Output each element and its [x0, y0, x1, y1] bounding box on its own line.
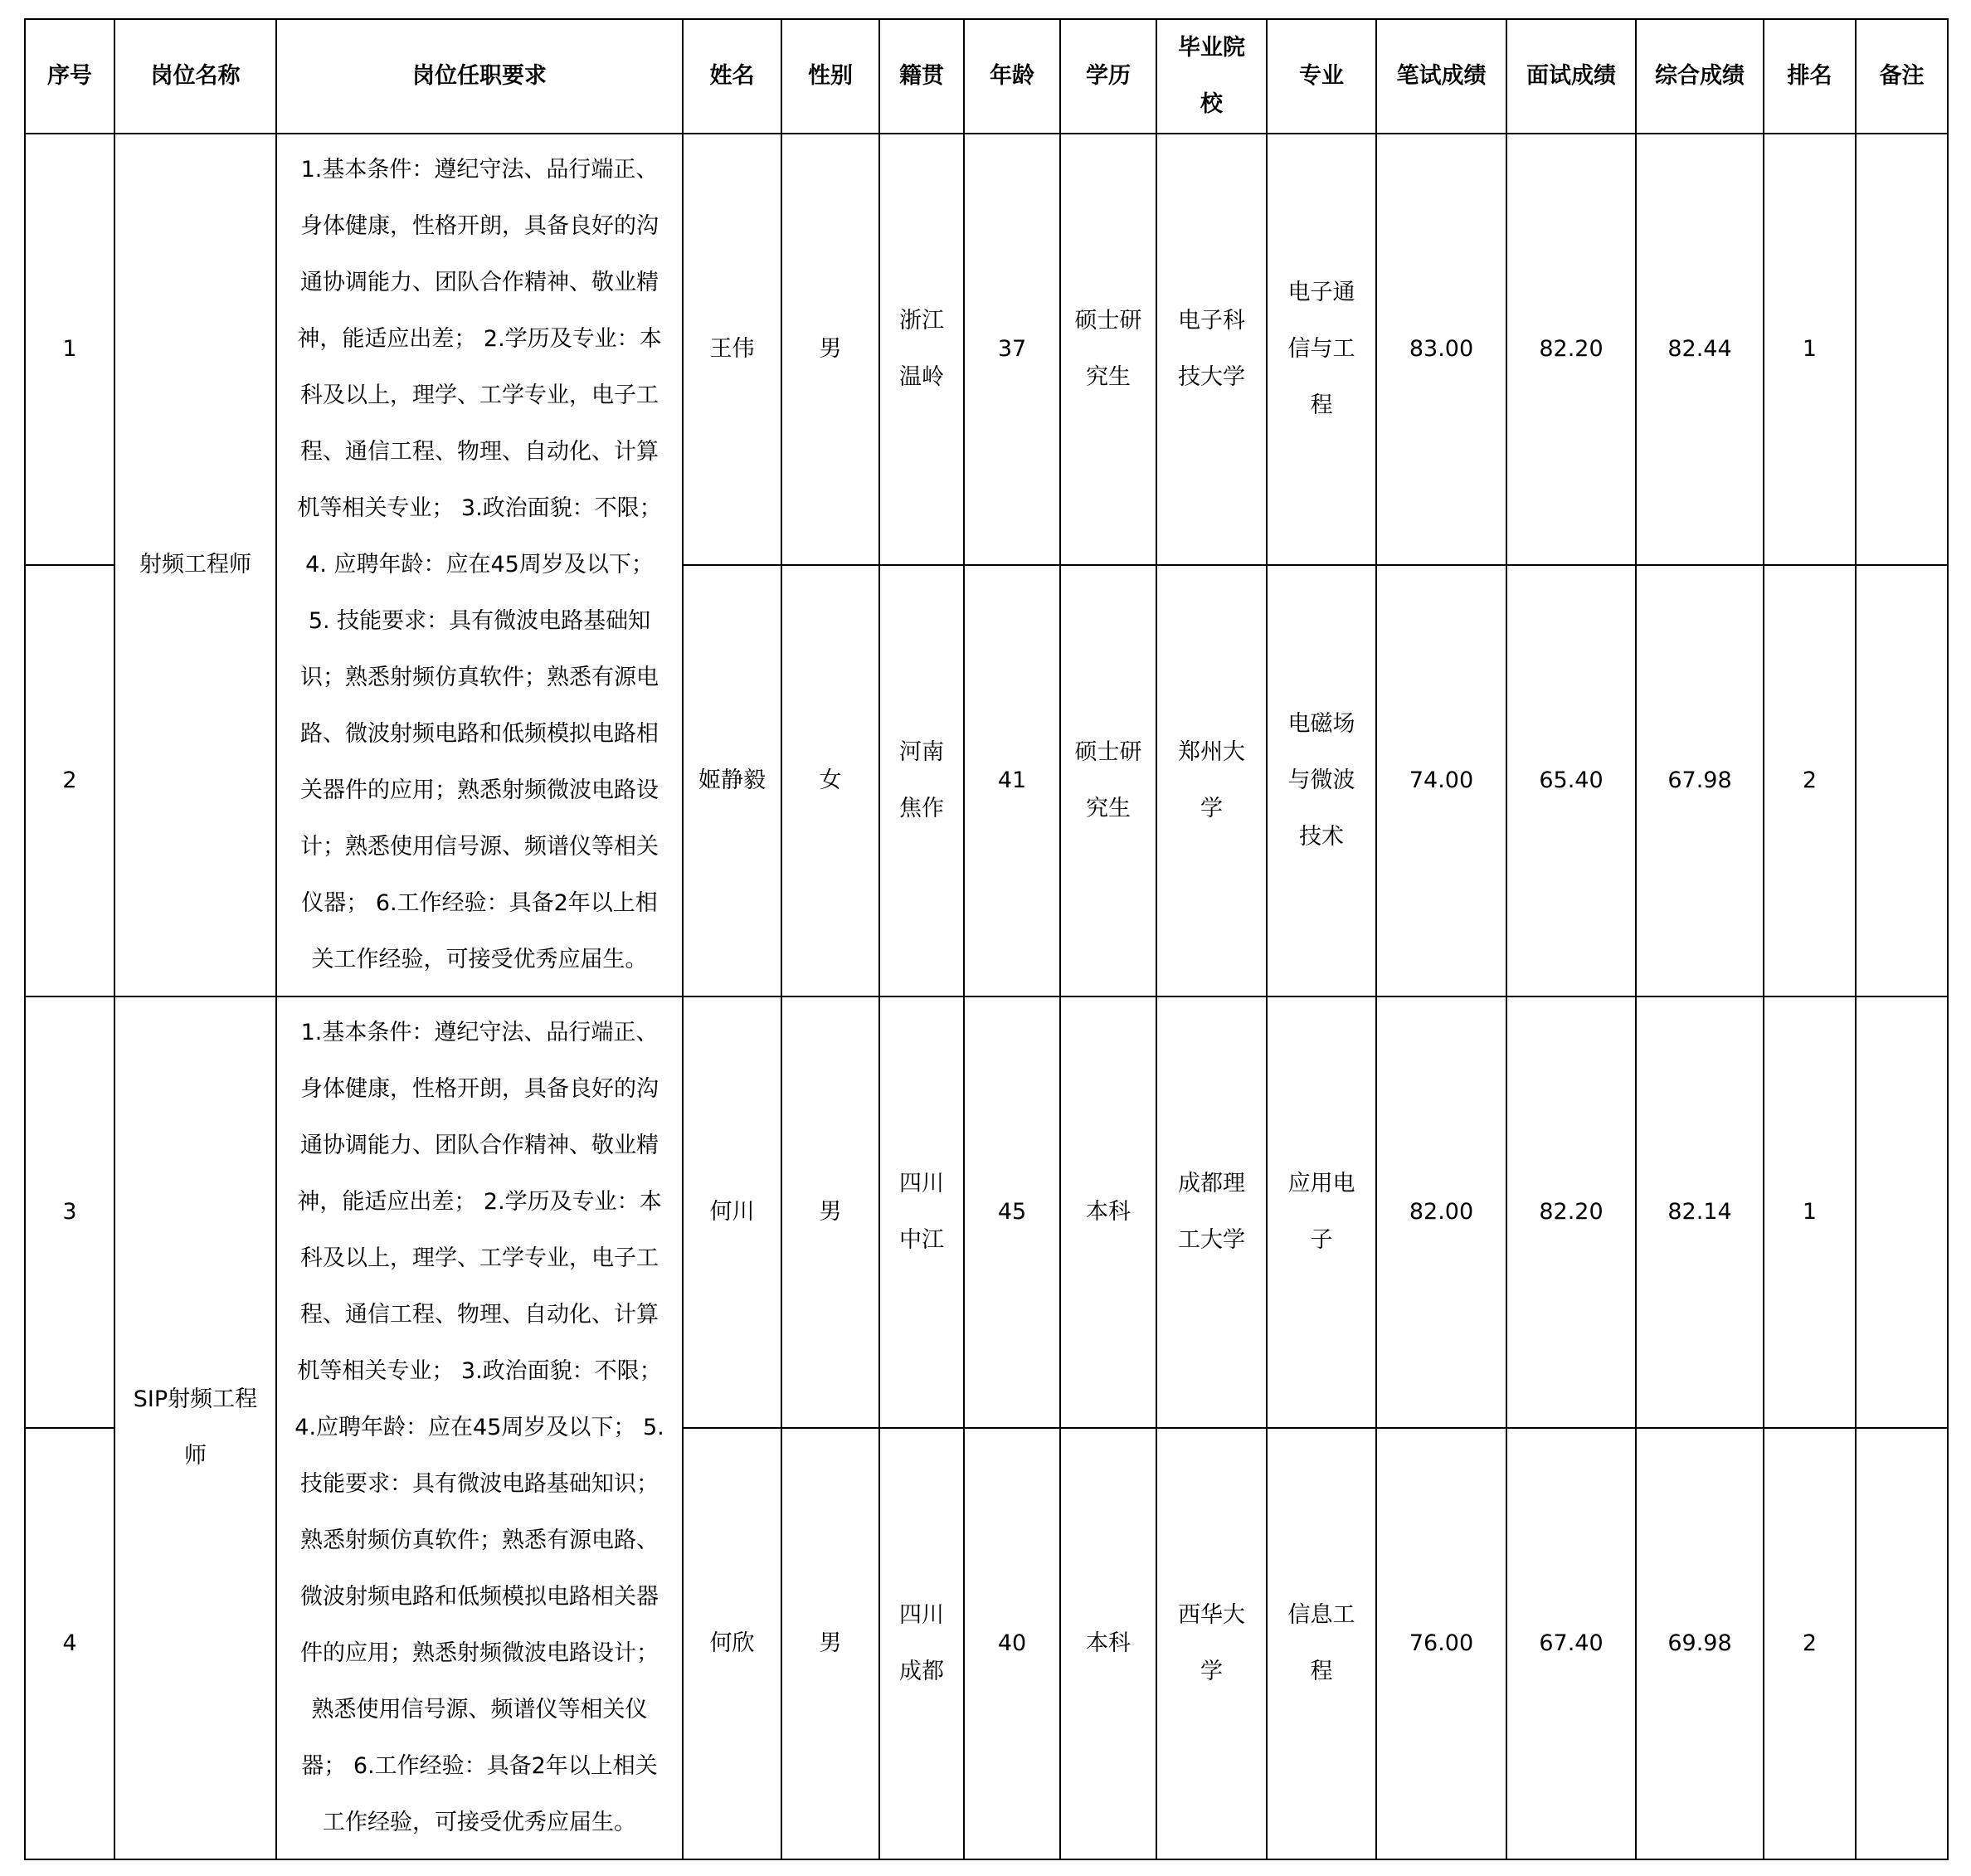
requirements-cell-line: 4.应聘年龄：应在45周岁及以下； 5.	[294, 1415, 664, 1440]
requirements-cell-line: 仪器； 6.工作经验：具备2年以上相	[301, 890, 658, 916]
rank-cell: 1	[1764, 134, 1856, 565]
major-cell-line: 电子通	[1287, 280, 1355, 305]
header-school	[1156, 19, 1267, 134]
interview-score-cell: 67.40	[1506, 1428, 1636, 1859]
education-cell	[1060, 1428, 1156, 1859]
remarks-cell	[1856, 996, 1948, 1428]
origin-cell	[879, 1428, 964, 1859]
major-cell	[1267, 565, 1376, 996]
major-cell-line: 电磁场	[1287, 711, 1355, 737]
seq-cell: 1	[25, 134, 114, 565]
position-cell	[114, 134, 276, 996]
education-cell-line: 本科	[1086, 1199, 1131, 1225]
name-cell: 何川	[683, 996, 781, 1428]
requirements-cell-line: 熟悉使用信号源、频谱仪等相关仪	[311, 1697, 648, 1723]
age-cell: 40	[964, 1428, 1060, 1859]
school-cell-line: 成都理	[1178, 1171, 1245, 1196]
remarks-cell	[1856, 134, 1948, 565]
requirements-cell-line: 关工作经验，可接受优秀应届生。	[311, 947, 648, 972]
requirements-cell-line: 计；熟悉使用信号源、频谱仪等相关	[300, 834, 659, 860]
header-written: 笔试成绩	[1376, 19, 1506, 134]
requirements-cell-line: 程、通信工程、物理、自动化、计算	[300, 439, 659, 465]
requirements-cell-line: 关器件的应用；熟悉射频微波电路设	[300, 777, 659, 803]
requirements-cell-line: 程、通信工程、物理、自动化、计算	[300, 1302, 659, 1328]
name-cell: 姬静毅	[683, 565, 781, 996]
header-gender: 性别	[781, 19, 879, 134]
seq-cell: 4	[25, 1428, 114, 1859]
total-score-cell: 69.98	[1636, 1428, 1764, 1859]
interview-score-cell: 82.20	[1506, 134, 1636, 565]
header-total: 综合成绩	[1636, 19, 1764, 134]
name-cell: 何欣	[683, 1428, 781, 1859]
requirements-cell-line: 工作经验，可接受优秀应届生。	[323, 1810, 636, 1835]
header-school-line: 毕业院	[1178, 35, 1245, 61]
major-cell	[1267, 134, 1376, 565]
written-score-cell: 74.00	[1376, 565, 1506, 996]
origin-cell-line: 四川	[899, 1171, 944, 1196]
school-cell	[1156, 565, 1267, 996]
requirements-cell	[276, 996, 683, 1859]
school-cell-line: 电子科	[1178, 308, 1245, 334]
school-cell-line: 学	[1200, 1659, 1223, 1684]
education-cell-line: 究生	[1086, 796, 1131, 821]
major-cell-line: 技术	[1299, 824, 1344, 850]
requirements-cell-line: 机等相关专业； 3.政治面貌：不限；	[297, 1358, 662, 1384]
school-cell-line: 技大学	[1178, 364, 1245, 390]
interview-score-cell: 82.20	[1506, 996, 1636, 1428]
interview-score-cell: 65.40	[1506, 565, 1636, 996]
education-cell-line: 硕士研	[1074, 308, 1142, 334]
header-requirements: 岗位任职要求	[276, 19, 683, 134]
header-major: 专业	[1267, 19, 1376, 134]
rank-cell: 2	[1764, 565, 1856, 996]
total-score-cell: 82.44	[1636, 134, 1764, 565]
table-row	[25, 134, 1948, 565]
seq-cell: 3	[25, 996, 114, 1428]
origin-cell-line: 中江	[899, 1227, 944, 1253]
major-cell	[1267, 1428, 1376, 1859]
education-cell	[1060, 996, 1156, 1428]
origin-cell-line: 焦作	[899, 796, 944, 821]
age-cell: 37	[964, 134, 1060, 565]
requirements-cell-line: 神，能适应出差； 2.学历及专业：本	[297, 326, 662, 352]
major-cell	[1267, 996, 1376, 1428]
requirements-cell-line: 路、微波射频电路和低频模拟电路相	[300, 721, 659, 747]
requirements-cell-line: 微波射频电路和低频模拟电路相关器	[300, 1584, 659, 1610]
header-age: 年龄	[964, 19, 1060, 134]
header-seq: 序号	[25, 19, 114, 134]
age-cell: 45	[964, 996, 1060, 1428]
position-cell-line: SIP射频工程	[133, 1386, 258, 1412]
requirements-cell-line: 器； 6.工作经验：具备2年以上相关	[301, 1753, 658, 1779]
origin-cell-line: 浙江	[899, 308, 944, 334]
school-cell	[1156, 996, 1267, 1428]
total-score-cell: 67.98	[1636, 565, 1764, 996]
major-cell-line: 程	[1310, 1659, 1333, 1684]
requirements-cell-line: 科及以上，理学、工学专业，电子工	[300, 383, 659, 408]
position-cell	[114, 996, 276, 1859]
origin-cell-line: 四川	[899, 1602, 944, 1628]
rank-cell: 1	[1764, 996, 1856, 1428]
requirements-cell-line: 通协调能力、团队合作精神、敬业精	[300, 1133, 659, 1158]
requirements-cell-line: 件的应用；熟悉射频微波电路设计；	[300, 1640, 659, 1666]
header-row	[25, 19, 1948, 134]
school-cell-line: 郑州大	[1178, 739, 1245, 765]
position-cell-line: 射频工程师	[139, 552, 251, 577]
education-cell-line: 本科	[1086, 1630, 1131, 1656]
school-cell	[1156, 134, 1267, 565]
major-cell-line: 应用电	[1287, 1171, 1355, 1196]
gender-cell: 男	[781, 996, 879, 1428]
header-interview: 面试成绩	[1506, 19, 1636, 134]
education-cell-line: 究生	[1086, 364, 1131, 390]
major-cell-line: 信息工	[1287, 1602, 1355, 1628]
written-score-cell: 76.00	[1376, 1428, 1506, 1859]
requirements-cell	[276, 134, 683, 996]
gender-cell: 男	[781, 1428, 879, 1859]
requirements-cell-line: 4. 应聘年龄：应在45周岁及以下；	[305, 552, 654, 577]
position-cell-line: 师	[184, 1443, 207, 1469]
major-cell-line: 程	[1310, 392, 1333, 418]
table-row	[25, 996, 1948, 1428]
education-cell	[1060, 565, 1156, 996]
origin-cell-line: 温岭	[899, 364, 944, 390]
origin-cell-line: 成都	[899, 1659, 944, 1684]
school-cell	[1156, 1428, 1267, 1859]
written-score-cell: 82.00	[1376, 996, 1506, 1428]
requirements-cell-line: 通协调能力、团队合作精神、敬业精	[300, 270, 659, 295]
education-cell-line: 硕士研	[1074, 739, 1142, 765]
total-score-cell: 82.14	[1636, 996, 1764, 1428]
header-school-line: 校	[1200, 91, 1223, 117]
requirements-cell-line: 身体健康，性格开朗，具备良好的沟	[300, 1076, 659, 1102]
major-cell-line: 子	[1310, 1227, 1333, 1253]
remarks-cell	[1856, 565, 1948, 996]
requirements-cell-line: 熟悉射频仿真软件；熟悉有源电路、	[300, 1528, 659, 1553]
header-remarks: 备注	[1856, 19, 1948, 134]
remarks-cell	[1856, 1428, 1948, 1859]
school-cell-line: 工大学	[1178, 1227, 1245, 1253]
school-cell-line: 学	[1200, 796, 1223, 821]
major-cell-line: 与微波	[1287, 767, 1355, 793]
requirements-cell-line: 识；熟悉射频仿真软件；熟悉有源电	[300, 665, 659, 690]
origin-cell	[879, 565, 964, 996]
gender-cell: 女	[781, 565, 879, 996]
requirements-cell-line: 5. 技能要求：具有微波电路基础知	[308, 608, 651, 634]
requirements-cell-line: 技能要求：具有微波电路基础知识；	[300, 1471, 659, 1497]
requirements-cell-line: 机等相关专业； 3.政治面貌：不限；	[297, 495, 662, 521]
age-cell: 41	[964, 565, 1060, 996]
requirements-cell-line: 神，能适应出差； 2.学历及专业：本	[297, 1189, 662, 1215]
header-origin: 籍贯	[879, 19, 964, 134]
header-name: 姓名	[683, 19, 781, 134]
header-rank: 排名	[1764, 19, 1856, 134]
rank-cell: 2	[1764, 1428, 1856, 1859]
requirements-cell-line: 科及以上，理学、工学专业，电子工	[300, 1245, 659, 1271]
table-body	[25, 134, 1948, 1859]
origin-cell-line: 河南	[899, 739, 944, 765]
origin-cell	[879, 996, 964, 1428]
requirements-cell-line: 1.基本条件：遵纪守法、品行端正、	[300, 1020, 659, 1045]
major-cell-line: 信与工	[1287, 336, 1355, 362]
requirements-cell-line: 身体健康，性格开朗，具备良好的沟	[300, 213, 659, 239]
requirements-cell-line: 1.基本条件：遵纪守法、品行端正、	[300, 157, 659, 183]
origin-cell	[879, 134, 964, 565]
results-table	[24, 18, 1949, 1860]
seq-cell: 2	[25, 565, 114, 996]
gender-cell: 男	[781, 134, 879, 565]
header-education: 学历	[1060, 19, 1156, 134]
name-cell: 王伟	[683, 134, 781, 565]
written-score-cell: 83.00	[1376, 134, 1506, 565]
education-cell	[1060, 134, 1156, 565]
school-cell-line: 西华大	[1178, 1602, 1245, 1628]
header-position: 岗位名称	[114, 19, 276, 134]
